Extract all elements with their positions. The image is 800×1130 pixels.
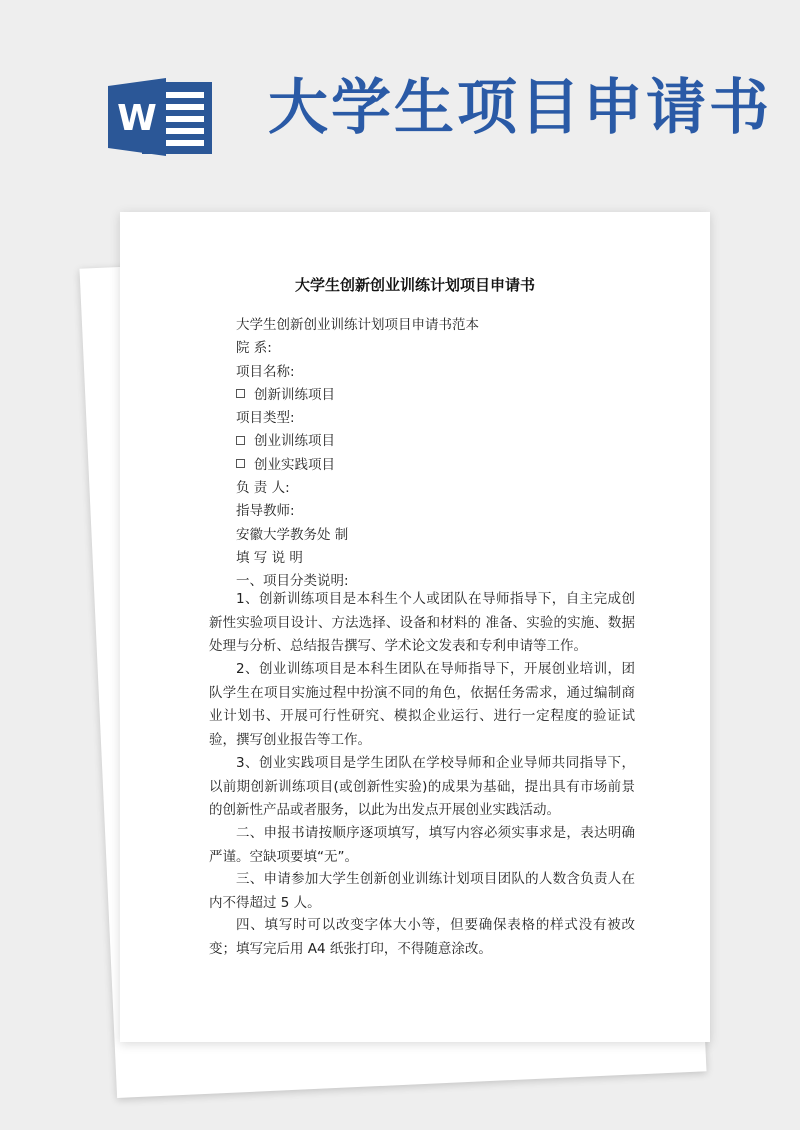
paragraph-team-size: 三、申请参加大学生创新创业训练计划项目团队的人数含负责人在内不得超过 5 人。	[209, 871, 635, 911]
option-innovation-training: 创新训练项目	[236, 384, 676, 407]
issuer-line: 安徽大学教务处 制	[236, 526, 349, 543]
checkbox-icon	[236, 389, 245, 398]
document-page	[120, 212, 710, 1042]
paragraph-entrepreneurship-practice: 3、创业实践项目是学生团队在学校导师和企业导师共同指导下，以前期创新训练项目(或创新性实验)的成果为基础，提出具有市场前景的创新性产品或者服务，以此为出发点开展创业实践活动。	[209, 755, 635, 818]
paragraph-filling-order: 二、申报书请按顺序逐项填写，填写内容必须实事求是，表达明确严谨。空缺项要填“无”。	[209, 825, 635, 865]
banner-title: 大学生项目申请书	[268, 73, 772, 143]
department-label: 院 系:	[236, 340, 272, 357]
document-title: 大学生创新创业训练计划项目申请书	[294, 276, 535, 294]
form-fields	[236, 314, 676, 594]
paragraph-entrepreneurship-training: 2、创业训练项目是本科生团队在导师指导下，开展创业培训，团队学生在项目实施过程中扮演不同的角色，依据任务需求，通过编制商业计划书、开展可行性研究、模拟企业运行、进行一定程度的验证试验，撰写创业报告等工作。	[209, 661, 635, 748]
advisor-label: 指导教师:	[236, 503, 295, 520]
checkbox-icon	[236, 459, 245, 468]
subtitle-line: 大学生创新创业训练计划项目申请书范本	[236, 317, 479, 333]
leader-label: 负 责 人:	[236, 480, 290, 497]
project-type-label: 项目类型:	[236, 410, 295, 427]
paragraph-innovation: 1、创新训练项目是本科生个人或团队在导师指导下，自主完成创新性实验项目设计、方法选择、设备和材料的 准备、实验的实施、数据处理与分析、总结报告撰写、学术论文发表和专利申请等工作。	[209, 591, 635, 654]
project-name-label: 项目名称:	[236, 363, 295, 380]
word-icon	[108, 78, 216, 156]
option-entrepreneurship-practice: 创业实践项目	[236, 454, 676, 477]
svg-text:W: W	[117, 98, 157, 139]
paragraph-format: 四、填写时可以改变字体大小等，但要确保表格的样式没有被改变；填写完后用 A4 纸张打印，不得随意涂改。	[209, 917, 635, 957]
checkbox-icon	[236, 436, 245, 445]
instructions-heading: 填 写 说 明	[236, 549, 303, 566]
section-heading: 一、项目分类说明:	[236, 573, 349, 590]
option-entrepreneurship-training: 创业训练项目	[236, 430, 676, 453]
